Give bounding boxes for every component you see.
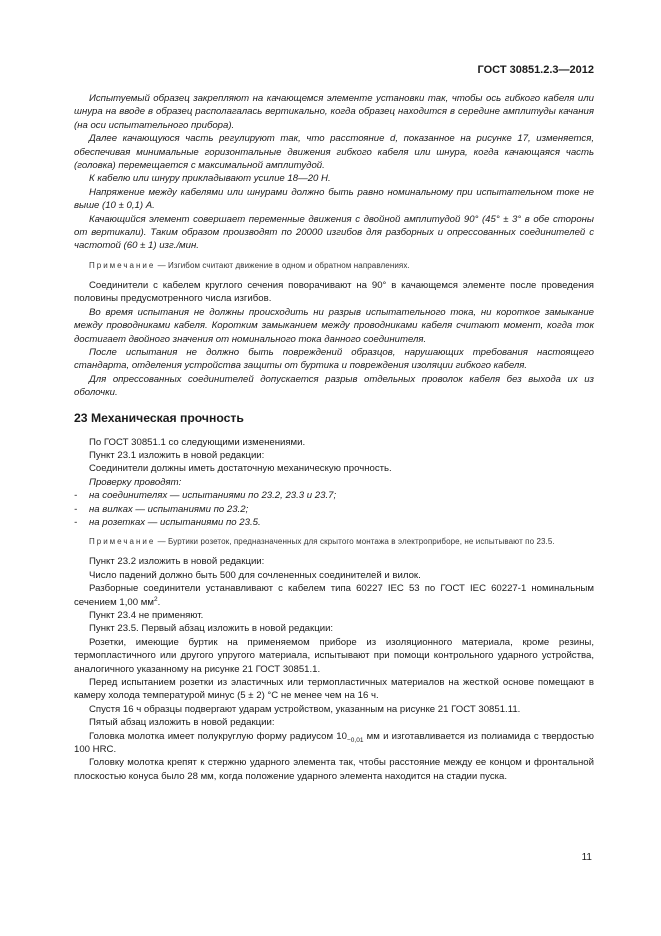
paragraph: Розетки, имеющие буртик на применяемом приборе из изоляционного материала, кроме резины, термопластичного или другого упругого материала, испытывают при помощи контрольного ударного устройства, аналогичного указанному на рисунке 21 ГОСТ 30851.1. <box>74 636 594 675</box>
note-label: Примечание <box>89 537 156 547</box>
paragraph: Перед испытанием розетки из эластичных или термопластичных материалов на жесткой основе помещают в камеру холода температурой минус (5 ± 2) °C не менее чем на 16 ч. <box>74 677 594 702</box>
paragraph: Пункт 23.5. Первый абзац изложить в новой редакции: <box>89 623 334 635</box>
paragraph: Напряжение между кабелями или шнурами должно быть равно номинальному при испытательном токе не выше (10 ± 0,1) А. <box>74 186 594 212</box>
note-label: Примечание <box>89 260 156 270</box>
paragraph: Соединители с кабелем круглого сечения поворачивают на 90° в качающемся элементе после проведения половины предусмотренного числа изгибов. <box>74 279 594 305</box>
paragraph: По ГОСТ 30851.1 со следующими изменениями. <box>89 436 306 448</box>
paragraph: Разборные соединители устанавливают с кабелем типа 60227 IEC 53 по ГОСТ IEC 60227-1 номинальным сечением 1,00 $мм^2$. <box>74 583 594 608</box>
list-item: - на соединителях — испытаниями по 23.2, 23.3 и 23.7; <box>74 490 337 502</box>
paragraph: Соединители должны иметь достаточную механическую прочность. <box>89 463 392 475</box>
paragraph: Качающийся элемент совершает переменные движения с двойной амплитудой 90° (45° ± 3° в обе стороны от вертикали). Таким образом производят по 20000 изгибов для разборных и опрессованных соединителей с частотой (60 ± 1) изг./мин. <box>74 213 594 252</box>
paragraph: Пункт 23.2 изложить в новой редакции: <box>89 556 265 568</box>
paragraph: Пятый абзац изложить в новой редакции: <box>89 717 275 729</box>
paragraph: Пункт 23.1 изложить в новой редакции: <box>89 449 265 461</box>
paragraph: Для опрессованных соединителей допускается разрыв отдельных проволок кабеля без выхода их из оболочки. <box>74 373 594 399</box>
paragraph: К кабелю или шнуру прикладывают усилие 18—20 Н. <box>89 173 331 185</box>
note <box>74 536 594 548</box>
paragraph: Испытуемый образец закрепляют на качающемся элементе установки так, чтобы ось гибкого кабеля или шнура на вводе в образец располагалась вертикально, когда образец находится в середине амплитуды качания (на оси испытательного прибора). <box>74 93 594 131</box>
list-item: - на розетках — испытаниями по 23.5. <box>74 516 261 528</box>
note <box>74 260 594 272</box>
paragraph: Головка молотка имеет полукруглую форму радиусом $10_{-0,01}$ мм и изготавливается из полиамида с твердостью 100 HRC. <box>74 730 594 756</box>
list-item: - на вилках — испытаниями по 23.2; <box>74 503 249 515</box>
paragraph: Далее качающуюся часть регулируют так, что расстояние d, показанное на рисунке 17, изменяется, обеспечивая минимальные горизонтальные движения гибкого кабеля или шнура, когда качающаяся часть (головка) перемещается с максимальной амплитудой. <box>74 133 594 172</box>
paragraph: Во время испытания не должны происходить ни разрыв испытательного тока, ни короткое замыкание между проводниками кабеля. Коротким замыканием между проводниками кабеля считают момент, когда ток достигает двойного значения от номинального тока данного соединителя. <box>74 306 594 345</box>
section-heading: 23 Механическая прочность <box>74 410 244 425</box>
page-number: 11 <box>581 852 592 863</box>
paragraph: Число падений должно быть 500 для сочлененных соединителей и вилок. <box>89 569 421 581</box>
note-text: — Буртики розеток, предназначенных для скрытого монтажа в электроприборе, не испытывают по 23.5. <box>155 537 555 547</box>
paragraph: После испытания не должно быть повреждений образцов, нарушающих требования настоящего стандарта, отделения устройства защиты от буртика и повреждения изоляции гибкого кабеля. <box>74 346 594 372</box>
document-header: ГОСТ 30851.2.3—2012 <box>477 64 594 76</box>
paragraph: Спустя 16 ч образцы подвергают ударам устройством, указанным на рисунке 21 ГОСТ 30851.11. <box>89 703 521 715</box>
page-content <box>74 92 594 783</box>
paragraph: Головку молотка крепят к стержню ударного элемента так, чтобы расстояние между ее концом и фронтальной плоскостью конуса было 28 мм, когда положение ударного элемента находится на стадии пуска. <box>74 757 594 782</box>
paragraph: Пункт 23.4 не применяют. <box>89 610 204 621</box>
note-text: — Изгибом считают движение в одном и обратном направлениях. <box>155 260 410 270</box>
paragraph: Проверку проводят: <box>89 476 182 488</box>
